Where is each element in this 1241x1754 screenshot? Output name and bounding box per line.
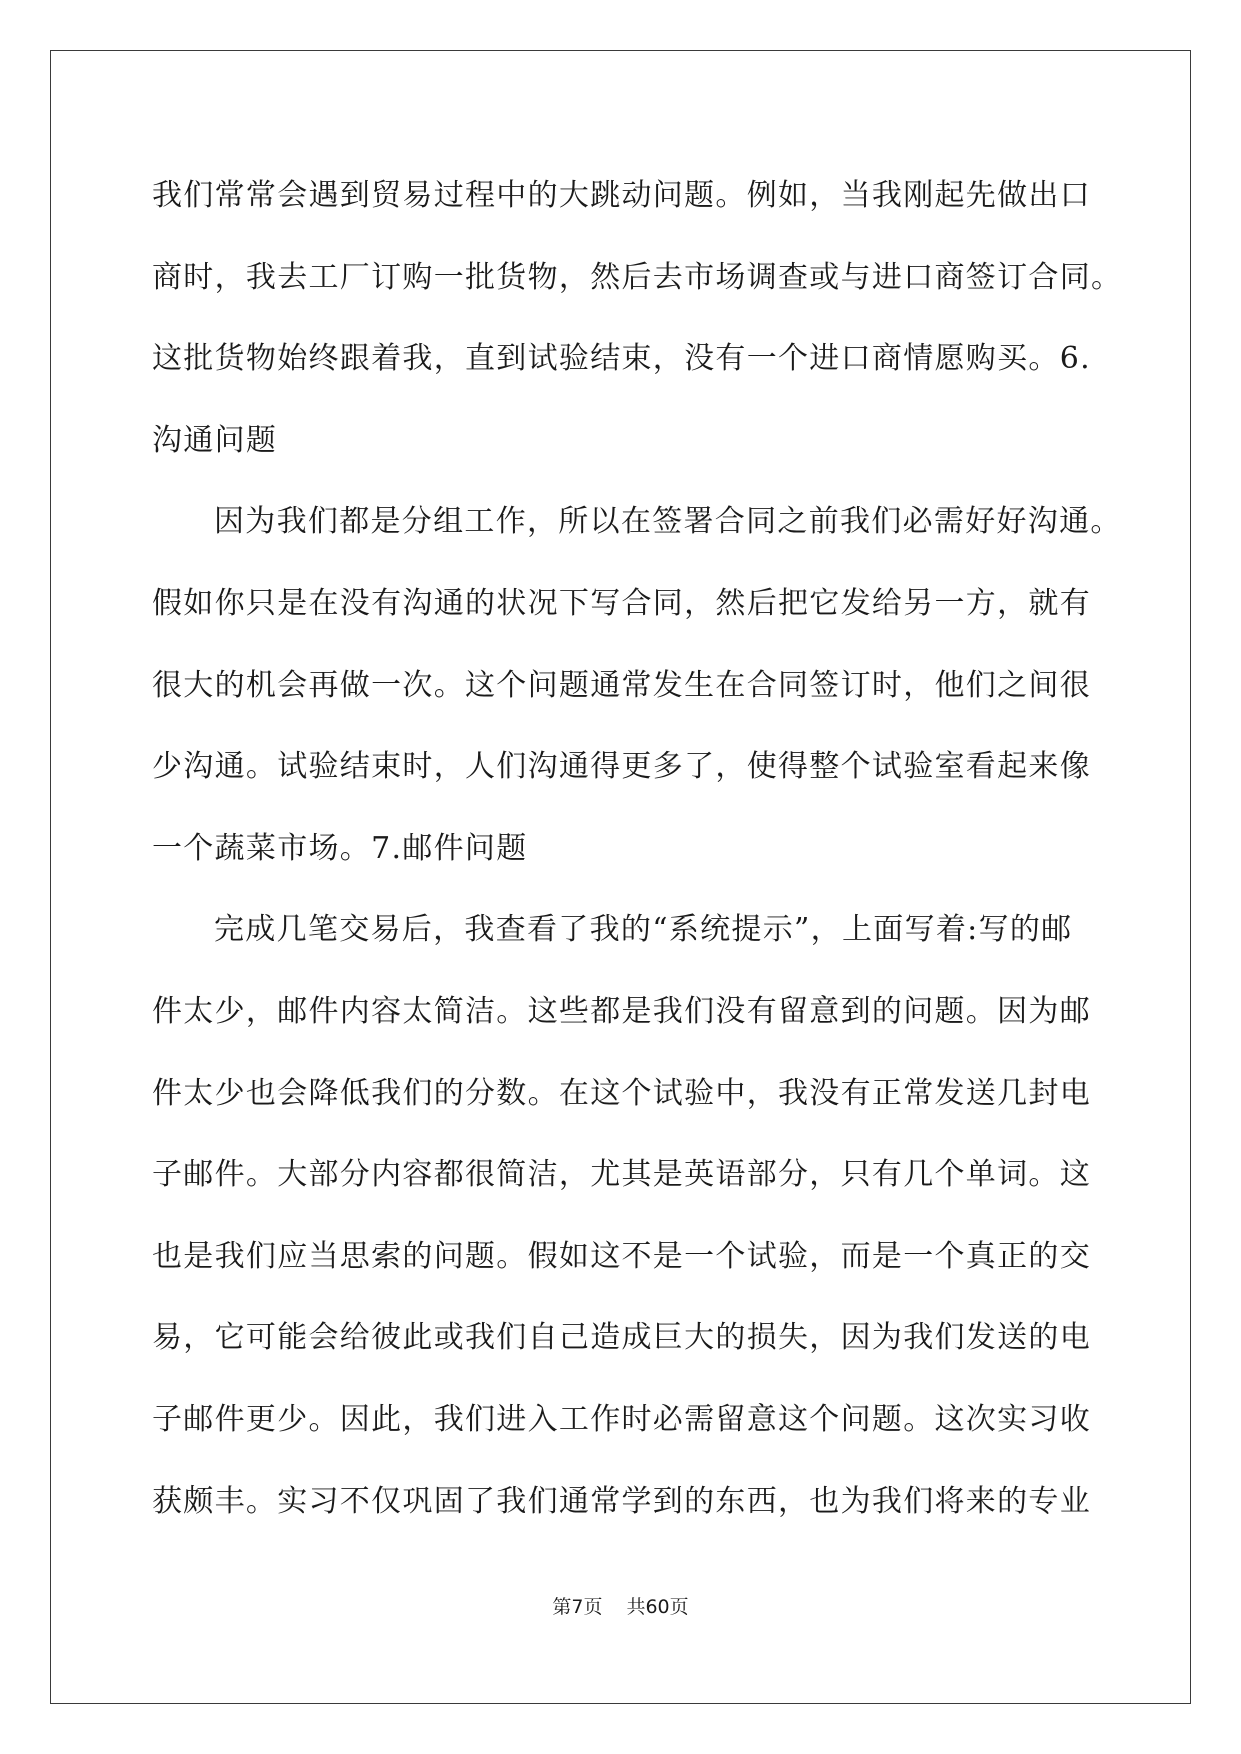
text-line: 获颇丰。实习不仅巩固了我们通常学到的东西，也为我们将来的专业: [152, 1483, 1091, 1519]
paragraph-start-line: 因为我们都是分组工作，所以在签署合同之前我们必需好好沟通。: [214, 504, 1122, 540]
page-total: 共60页: [626, 1596, 689, 1618]
paragraph-start-line: 完成几笔交易后，我查看了我的“系统提示”，上面写着:写的邮: [214, 912, 1073, 948]
text-line: 一个蔬菜市场。7.邮件问题: [152, 830, 528, 866]
page-footer: [0, 1592, 1241, 1619]
text-line: 这批货物始终跟着我，直到试验结束，没有一个进口商情愿购买。6.: [152, 341, 1091, 377]
text-line: 件太少，邮件内容太简洁。这些都是我们没有留意到的问题。因为邮: [152, 993, 1091, 1029]
text-line: 也是我们应当思索的问题。假如这不是一个试验，而是一个真正的交: [152, 1238, 1091, 1274]
text-line: 假如你只是在没有沟通的状况下写合同，然后把它发给另一方，就有: [152, 585, 1091, 621]
text-line: 易，它可能会给彼此或我们自己造成巨大的损失，因为我们发送的电: [152, 1320, 1091, 1356]
text-line: 子邮件。大部分内容都很简洁，尤其是英语部分，只有几个单词。这: [152, 1157, 1091, 1193]
text-line: 沟通问题: [152, 422, 278, 458]
text-line: 件太少也会降低我们的分数。在这个试验中，我没有正常发送几封电: [152, 1075, 1091, 1111]
text-line: 我们常常会遇到贸易过程中的大跳动问题。例如，当我刚起先做出口: [152, 178, 1091, 213]
text-line: 商时，我去工厂订购一批货物，然后去市场调查或与进口商签订合同。: [152, 259, 1123, 295]
text-line: 子邮件更少。因此，我们进入工作时必需留意这个问题。这次实习收: [152, 1401, 1091, 1437]
text-line: 少沟通。试验结束时，人们沟通得更多了，使得整个试验室看起来像: [152, 749, 1091, 785]
document-body: [152, 155, 1123, 1542]
page-number: 第7页: [552, 1596, 603, 1618]
text-line: 很大的机会再做一次。这个问题通常发生在合同签订时，他们之间很: [152, 667, 1091, 703]
